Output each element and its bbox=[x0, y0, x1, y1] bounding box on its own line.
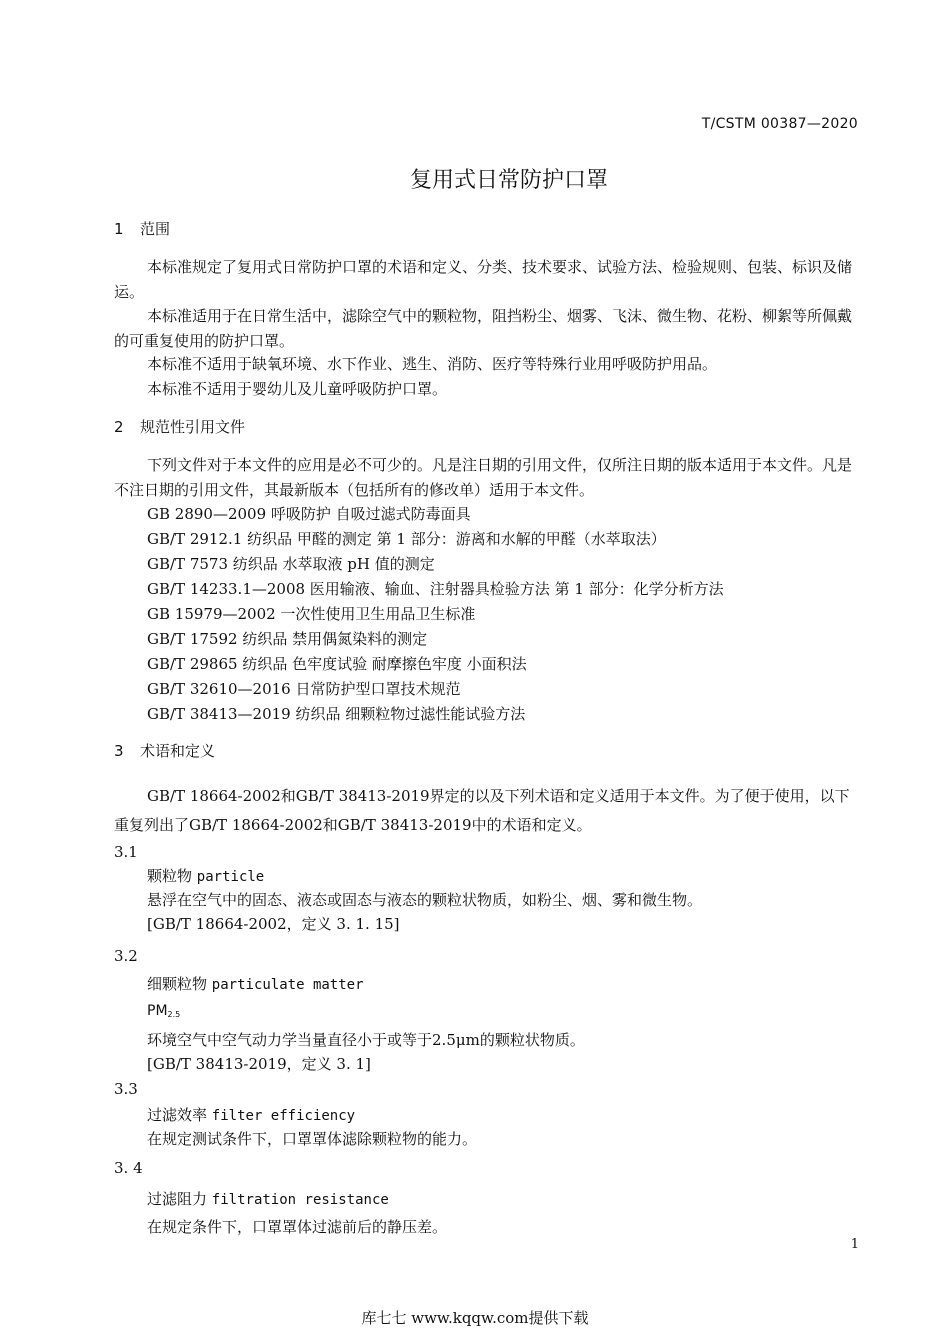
reference-item: GB 15979—2002 一次性使用卫生用品卫生标准 bbox=[147, 605, 476, 623]
page-title: 复用式日常防护口罩 bbox=[409, 168, 608, 193]
scope-paragraph-1: 本标准规定了复用式日常防护口罩的术语和定义、分类、技术要求、试验方法、检验规则、包装、标识及储运。 bbox=[114, 258, 853, 301]
term-abbreviation bbox=[147, 1003, 180, 1019]
section-heading-terms bbox=[114, 740, 215, 761]
page-number: 1 bbox=[850, 1237, 859, 1252]
term-number: 3. 4 bbox=[114, 1159, 143, 1177]
term-number: 3.3 bbox=[114, 1080, 138, 1098]
references-intro: 下列文件对于本文件的应用是必不可少的。凡是注日期的引用文件，仅所注日期的版本适用于本文件。凡是不注日期的引用文件，其最新版本（包括所有的修改单）适用于本文件。 bbox=[114, 456, 853, 499]
reference-item: GB/T 7573 纺织品 水萃取液 pH 值的测定 bbox=[147, 555, 435, 573]
term-chinese: 颗粒物 bbox=[147, 867, 193, 885]
section-number: 3 bbox=[114, 742, 124, 760]
term-source: [GB/T 38413-2019，定义 3. 1] bbox=[147, 1055, 371, 1073]
section-title: 规范性引用文件 bbox=[140, 418, 246, 436]
reference-item: GB/T 32610—2016 日常防护型口罩技术规范 bbox=[147, 680, 461, 698]
term-definition: 在规定测试条件下，口罩罩体滤除颗粒物的能力。 bbox=[147, 1130, 478, 1148]
term-source: [GB/T 18664-2002，定义 3. 1. 15] bbox=[147, 915, 400, 933]
section-number: 2 bbox=[114, 418, 124, 436]
term-english: particle bbox=[196, 869, 265, 885]
abbreviation-subscript: 2.5 bbox=[167, 1010, 181, 1019]
scope-paragraph-3: 本标准不适用于缺氧环境、水下作业、逃生、消防、医疗等特殊行业用呼吸防护用品。 bbox=[147, 355, 718, 373]
terms-intro: GB/T 18664-2002和GB/T 38413-2019界定的以及下列术语和定义适用于本文件。为了便于使用，以下重复列出了GB/T 18664-2002和GB/T 38413-2019中的术语和定义。 bbox=[114, 787, 850, 834]
term-heading bbox=[147, 1104, 355, 1125]
term-english: filtration resistance bbox=[211, 1192, 389, 1208]
reference-item: GB/T 38413—2019 纺织品 细颗粒物过滤性能试验方法 bbox=[147, 705, 526, 723]
term-heading bbox=[147, 973, 364, 994]
term-english: filter efficiency bbox=[211, 1108, 356, 1124]
term-definition: 环境空气中空气动力学当量直径小于或等于2.5μm的颗粒状物质。 bbox=[147, 1031, 585, 1049]
term-chinese: 细颗粒物 bbox=[147, 975, 208, 993]
section-heading-references bbox=[114, 416, 245, 437]
term-chinese: 过滤效率 bbox=[147, 1106, 208, 1124]
document-code: T/CSTM 00387—2020 bbox=[701, 116, 858, 132]
term-chinese: 过滤阻力 bbox=[147, 1190, 208, 1208]
section-number: 1 bbox=[114, 220, 124, 238]
abbreviation-text: PM bbox=[147, 1003, 168, 1019]
reference-item: GB 2890—2009 呼吸防护 自吸过滤式防毒面具 bbox=[147, 505, 471, 523]
term-english: particulate matter bbox=[211, 977, 364, 993]
section-heading-scope bbox=[114, 218, 170, 239]
reference-item: GB/T 14233.1—2008 医用输液、输血、注射器具检验方法 第 1 部分：化学分析方法 bbox=[147, 580, 724, 598]
section-title: 术语和定义 bbox=[140, 742, 216, 760]
term-heading bbox=[147, 1188, 389, 1209]
term-number: 3.1 bbox=[114, 843, 138, 861]
term-number: 3.2 bbox=[114, 947, 138, 965]
term-heading bbox=[147, 865, 264, 886]
scope-paragraph-4: 本标准不适用于婴幼儿及儿童呼吸防护口罩。 bbox=[147, 380, 448, 398]
scope-paragraph-2: 本标准适用于在日常生活中，滤除空气中的颗粒物，阻挡粉尘、烟雾、飞沫、微生物、花粉、柳絮等所佩戴的可重复使用的防护口罩。 bbox=[114, 307, 853, 350]
section-title: 范围 bbox=[140, 220, 171, 238]
reference-item: GB/T 2912.1 纺织品 甲醛的测定 第 1 部分：游离和水解的甲醛（水萃取法） bbox=[147, 530, 666, 548]
term-definition: 在规定条件下，口罩罩体过滤前后的静压差。 bbox=[147, 1218, 448, 1236]
term-definition: 悬浮在空气中的固态、液态或固态与液态的颗粒状物质，如粉尘、烟、雾和微生物。 bbox=[147, 891, 703, 909]
reference-item: GB/T 17592 纺织品 禁用偶氮染料的测定 bbox=[147, 630, 428, 648]
reference-item: GB/T 29865 纺织品 色牢度试验 耐摩擦色牢度 小面积法 bbox=[147, 655, 527, 673]
download-footer: 库七七 www.kqqw.com提供下载 bbox=[361, 1309, 589, 1327]
